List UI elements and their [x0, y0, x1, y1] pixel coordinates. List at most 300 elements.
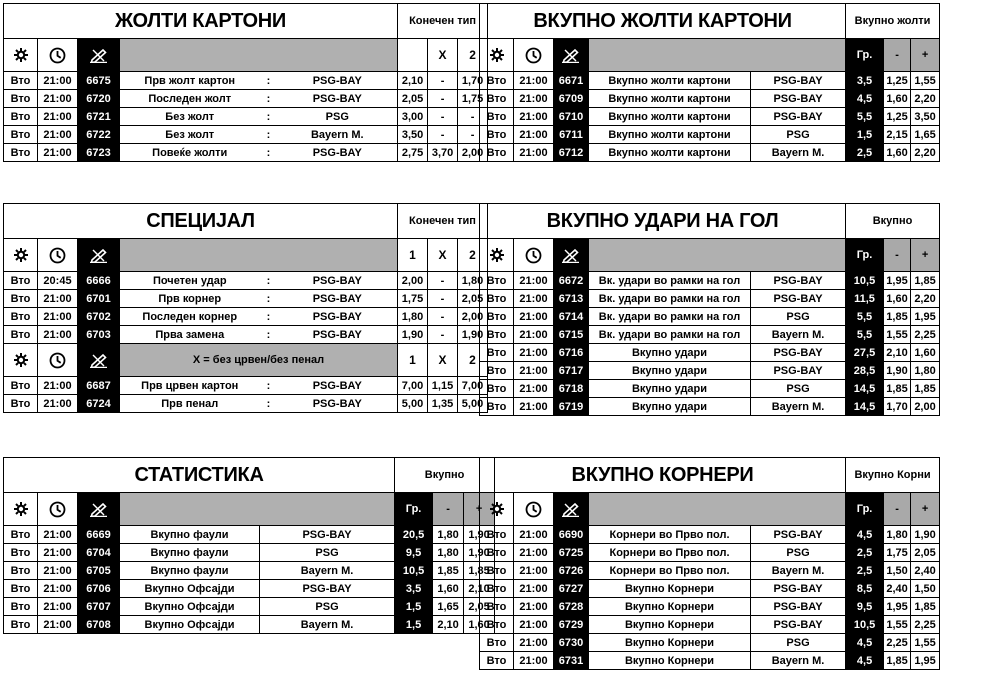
line-cell: 3,5: [395, 580, 433, 598]
odds-cell: 7,00: [398, 377, 428, 395]
time-cell: 21:00: [38, 144, 78, 162]
time-cell: 21:00: [38, 108, 78, 126]
column-header: X: [428, 39, 458, 72]
odds-cell: 2,10: [464, 580, 495, 598]
day-cell: Вто: [480, 344, 514, 362]
odds-cell: 1,85: [433, 562, 464, 580]
line-cell: 28,5: [846, 362, 884, 380]
separator: :: [260, 326, 278, 344]
table-row[interactable]: [4, 598, 495, 616]
odds-cell: 1,95: [911, 308, 940, 326]
description-cell: Вкупно удари: [589, 398, 751, 416]
section-header: Вкупно: [846, 204, 940, 239]
total-yellow-cards-table: [479, 3, 940, 162]
time-cell: 21:00: [38, 90, 78, 108]
day-cell: Вто: [4, 272, 38, 290]
description-cell: Вк. удари во рамки на гол: [589, 326, 751, 344]
code-cell: 6718: [554, 380, 589, 398]
description-cell: Прв пенал: [120, 395, 260, 413]
clock-icon: [38, 39, 78, 72]
odds-cell: 1,90: [458, 326, 488, 344]
odds-cell: 1,60: [911, 344, 940, 362]
day-cell: Вто: [480, 362, 514, 380]
team-cell: Bayern M.: [278, 126, 398, 144]
line-cell: 9,5: [846, 598, 884, 616]
line-cell: 2,5: [846, 144, 884, 162]
table-row[interactable]: [4, 90, 488, 108]
time-cell: 21:00: [38, 562, 78, 580]
clock-icon: [514, 239, 554, 272]
separator: :: [260, 395, 278, 413]
description-cell: Вкупно фаули: [120, 562, 260, 580]
odds-cell: 1,85: [884, 308, 911, 326]
table-row[interactable]: [480, 526, 940, 544]
odds-cell: 2,25: [911, 616, 940, 634]
time-cell: 21:00: [38, 580, 78, 598]
team-cell: PSG-BAY: [751, 362, 846, 380]
table-row[interactable]: [480, 126, 940, 144]
code-cell: 6726: [554, 562, 589, 580]
time-cell: 21:00: [514, 126, 554, 144]
day-cell: Вто: [480, 562, 514, 580]
odds-cell: 2,05: [464, 598, 495, 616]
table-row[interactable]: [4, 108, 488, 126]
column-header: Гр.: [395, 493, 433, 526]
time-cell: 21:00: [38, 526, 78, 544]
day-cell: Вто: [4, 108, 38, 126]
time-cell: 21:00: [514, 544, 554, 562]
line-cell: 1,5: [395, 616, 433, 634]
odds-cell: 1,95: [911, 652, 940, 670]
odds-cell: 7,00: [458, 377, 488, 395]
table-row[interactable]: [4, 544, 495, 562]
code-cell: 6671: [554, 72, 589, 90]
team-cell: PSG-BAY: [751, 616, 846, 634]
line-cell: 2,5: [846, 544, 884, 562]
description-cell: Вкупно Офсајди: [120, 616, 260, 634]
team-cell: Bayern M.: [751, 562, 846, 580]
day-cell: Вто: [480, 290, 514, 308]
code-cell: 6724: [78, 395, 120, 413]
column-header: 1: [398, 344, 428, 377]
table-row[interactable]: [4, 290, 488, 308]
odds-cell: 1,65: [911, 126, 940, 144]
section-title: ВКУПНО КОРНЕРИ: [480, 458, 846, 493]
description-cell: Вкупно удари: [589, 344, 751, 362]
table-row[interactable]: [480, 272, 940, 290]
description-cell: Вкупно удари: [589, 362, 751, 380]
time-cell: 21:00: [514, 380, 554, 398]
separator: :: [260, 290, 278, 308]
column-header: -: [884, 239, 911, 272]
gear-icon: [480, 39, 514, 72]
team-cell: PSG: [278, 108, 398, 126]
odds-cell: 1,95: [884, 598, 911, 616]
table-row[interactable]: [4, 526, 495, 544]
line-cell: 1,5: [395, 598, 433, 616]
description-cell: Без жолт: [120, 126, 260, 144]
day-cell: Вто: [4, 290, 38, 308]
time-cell: 21:00: [514, 290, 554, 308]
time-cell: 21:00: [514, 308, 554, 326]
title-row: [4, 458, 495, 493]
table-row[interactable]: [480, 108, 940, 126]
subheader-label: X = без црвен/без пенал: [120, 344, 398, 377]
team-cell: PSG-BAY: [751, 598, 846, 616]
time-cell: 21:00: [514, 398, 554, 416]
column-header: -: [433, 493, 464, 526]
code-cell: 6675: [78, 72, 120, 90]
line-cell: 5,5: [846, 326, 884, 344]
table-row[interactable]: [480, 90, 940, 108]
time-cell: 21:00: [514, 326, 554, 344]
description-cell: Прв жолт картон: [120, 72, 260, 90]
time-cell: 21:00: [514, 72, 554, 90]
code-cell: 6723: [78, 144, 120, 162]
pencil-icon: [78, 39, 120, 72]
odds-cell: 1,55: [884, 616, 911, 634]
code-cell: 6708: [78, 616, 120, 634]
time-cell: 21:00: [514, 598, 554, 616]
code-cell: 6701: [78, 290, 120, 308]
section-title: ВКУПНО ЖОЛТИ КАРТОНИ: [480, 4, 846, 39]
odds-cell: 3,50: [398, 126, 428, 144]
separator: :: [260, 272, 278, 290]
description-cell: Вкупно Офсајди: [120, 598, 260, 616]
team-cell: Bayern M.: [260, 562, 395, 580]
gear-icon: [4, 239, 38, 272]
code-cell: 6704: [78, 544, 120, 562]
table-row[interactable]: [4, 126, 488, 144]
odds-cell: -: [428, 290, 458, 308]
odds-cell: 2,00: [458, 144, 488, 162]
code-cell: 6707: [78, 598, 120, 616]
clock-icon: [514, 39, 554, 72]
icon-header-row: [4, 493, 495, 526]
odds-cell: 1,80: [433, 544, 464, 562]
team-cell: PSG-BAY: [278, 72, 398, 90]
table-row[interactable]: [480, 398, 940, 416]
code-cell: 6702: [78, 308, 120, 326]
odds-cell: 1,80: [433, 526, 464, 544]
team-cell: PSG: [751, 126, 846, 144]
line-cell: 14,5: [846, 398, 884, 416]
day-cell: Вто: [480, 580, 514, 598]
time-cell: 21:00: [38, 616, 78, 634]
odds-cell: 1,75: [398, 290, 428, 308]
odds-cell: 2,40: [884, 580, 911, 598]
day-cell: Вто: [480, 526, 514, 544]
header-bar: [589, 239, 846, 272]
day-cell: Вто: [480, 598, 514, 616]
odds-cell: -: [428, 90, 458, 108]
day-cell: Вто: [4, 326, 38, 344]
section-header: Вкупно: [395, 458, 495, 493]
table-row[interactable]: [4, 72, 488, 90]
team-cell: PSG-BAY: [751, 272, 846, 290]
odds-cell: 2,20: [911, 144, 940, 162]
code-cell: 6727: [554, 580, 589, 598]
header-bar: [589, 493, 846, 526]
time-cell: 21:00: [514, 362, 554, 380]
odds-cell: 1,50: [884, 562, 911, 580]
day-cell: Вто: [480, 72, 514, 90]
team-cell: PSG: [260, 544, 395, 562]
line-cell: 10,5: [846, 272, 884, 290]
odds-cell: 1,50: [911, 580, 940, 598]
separator: :: [260, 308, 278, 326]
odds-cell: 1,25: [884, 108, 911, 126]
day-cell: Вто: [480, 398, 514, 416]
odds-cell: 3,50: [911, 108, 940, 126]
team-cell: PSG-BAY: [278, 290, 398, 308]
day-cell: Вто: [480, 90, 514, 108]
day-cell: Вто: [480, 616, 514, 634]
description-cell: Вк. удари во рамки на гол: [589, 290, 751, 308]
code-cell: 6716: [554, 344, 589, 362]
line-cell: 8,5: [846, 580, 884, 598]
table-row[interactable]: [480, 634, 940, 652]
team-cell: PSG-BAY: [260, 526, 395, 544]
code-cell: 6666: [78, 272, 120, 290]
time-cell: 21:00: [514, 90, 554, 108]
column-header: 2: [458, 239, 488, 272]
description-cell: Почетен удар: [120, 272, 260, 290]
team-cell: Bayern M.: [260, 616, 395, 634]
team-cell: PSG: [751, 380, 846, 398]
table-row[interactable]: [4, 562, 495, 580]
line-cell: 9,5: [395, 544, 433, 562]
code-cell: 6703: [78, 326, 120, 344]
time-cell: 21:00: [38, 598, 78, 616]
line-cell: 10,5: [395, 562, 433, 580]
time-cell: 21:00: [38, 377, 78, 395]
odds-cell: 2,00: [911, 398, 940, 416]
description-cell: Прв корнер: [120, 290, 260, 308]
pencil-icon: [78, 239, 120, 272]
team-cell: PSG-BAY: [260, 580, 395, 598]
table-row[interactable]: [480, 290, 940, 308]
gear-icon: [4, 493, 38, 526]
table-row[interactable]: [480, 562, 940, 580]
code-cell: 6709: [554, 90, 589, 108]
day-cell: Вто: [4, 544, 38, 562]
pencil-icon: [554, 39, 589, 72]
odds-cell: 2,40: [911, 562, 940, 580]
table-row[interactable]: [480, 544, 940, 562]
team-cell: PSG-BAY: [751, 290, 846, 308]
section-title: ВКУПНО УДАРИ НА ГОЛ: [480, 204, 846, 239]
title-row: [480, 204, 940, 239]
description-cell: Вкупно жолти картони: [589, 90, 751, 108]
column-header: X: [428, 239, 458, 272]
separator: :: [260, 90, 278, 108]
odds-cell: 2,10: [884, 344, 911, 362]
table-row[interactable]: [4, 395, 488, 413]
odds-cell: 1,65: [433, 598, 464, 616]
description-cell: Вкупно жолти картони: [589, 108, 751, 126]
column-header: Гр.: [846, 39, 884, 72]
code-cell: 6720: [78, 90, 120, 108]
day-cell: Вто: [4, 395, 38, 413]
header-bar: [589, 39, 846, 72]
table-row[interactable]: [480, 326, 940, 344]
line-cell: 5,5: [846, 308, 884, 326]
gear-icon: [4, 344, 38, 377]
table-row[interactable]: [4, 377, 488, 395]
table-row[interactable]: [480, 344, 940, 362]
header-bar: [120, 239, 398, 272]
column-header: Гр.: [846, 493, 884, 526]
code-cell: 6722: [78, 126, 120, 144]
clock-icon: [38, 493, 78, 526]
line-cell: 10,5: [846, 616, 884, 634]
team-cell: Bayern M.: [751, 144, 846, 162]
line-cell: 11,5: [846, 290, 884, 308]
description-cell: Прв црвен картон: [120, 377, 260, 395]
line-cell: 4,5: [846, 652, 884, 670]
odds-cell: 1,70: [458, 72, 488, 90]
day-cell: Вто: [4, 308, 38, 326]
day-cell: Вто: [480, 144, 514, 162]
table-row[interactable]: [4, 144, 488, 162]
code-cell: 6711: [554, 126, 589, 144]
odds-cell: 2,05: [398, 90, 428, 108]
odds-cell: 1,80: [911, 362, 940, 380]
pencil-icon: [78, 493, 120, 526]
time-cell: 21:00: [514, 616, 554, 634]
table-row[interactable]: [4, 616, 495, 634]
team-cell: PSG-BAY: [278, 326, 398, 344]
column-header: Гр.: [846, 239, 884, 272]
odds-cell: 1,15: [428, 377, 458, 395]
team-cell: PSG-BAY: [751, 72, 846, 90]
odds-cell: -: [428, 326, 458, 344]
odds-cell: 2,00: [398, 272, 428, 290]
odds-cell: 1,85: [911, 380, 940, 398]
description-cell: Вкупно жолти картони: [589, 72, 751, 90]
description-cell: Вкупно жолти картони: [589, 126, 751, 144]
description-cell: Последен жолт: [120, 90, 260, 108]
code-cell: 6731: [554, 652, 589, 670]
team-cell: PSG: [751, 308, 846, 326]
column-header: +: [911, 239, 940, 272]
icon-header-row: [480, 239, 940, 272]
odds-cell: 2,20: [911, 290, 940, 308]
separator: :: [260, 108, 278, 126]
team-cell: Bayern M.: [751, 398, 846, 416]
day-cell: Вто: [4, 377, 38, 395]
table-row[interactable]: [480, 72, 940, 90]
column-header: [398, 39, 428, 72]
code-cell: 6730: [554, 634, 589, 652]
time-cell: 21:00: [514, 652, 554, 670]
code-cell: 6710: [554, 108, 589, 126]
odds-cell: 1,85: [911, 272, 940, 290]
table-row[interactable]: [480, 362, 940, 380]
odds-cell: 2,15: [884, 126, 911, 144]
team-cell: PSG-BAY: [278, 308, 398, 326]
odds-cell: 3,70: [428, 144, 458, 162]
day-cell: Вто: [4, 598, 38, 616]
table-row[interactable]: [480, 598, 940, 616]
section-header: Вкупно Корни: [846, 458, 940, 493]
table-row[interactable]: [4, 272, 488, 290]
team-cell: Bayern M.: [751, 326, 846, 344]
code-cell: 6712: [554, 144, 589, 162]
table-row[interactable]: [4, 308, 488, 326]
time-cell: 21:00: [514, 108, 554, 126]
column-header: +: [464, 493, 495, 526]
line-cell: 1,5: [846, 126, 884, 144]
odds-cell: 1,90: [884, 362, 911, 380]
description-cell: Повеќе жолти: [120, 144, 260, 162]
team-cell: Bayern M.: [751, 652, 846, 670]
day-cell: Вто: [4, 526, 38, 544]
time-cell: 21:00: [514, 272, 554, 290]
title-row: [480, 458, 940, 493]
code-cell: 6715: [554, 326, 589, 344]
table-row[interactable]: [480, 652, 940, 670]
odds-cell: -: [428, 272, 458, 290]
icon-header-row: [4, 344, 488, 377]
table-row[interactable]: [480, 616, 940, 634]
table-row[interactable]: [480, 580, 940, 598]
odds-cell: 1,35: [428, 395, 458, 413]
pencil-icon: [554, 493, 589, 526]
description-cell: Вкупно Корнери: [589, 598, 751, 616]
table-row[interactable]: [480, 308, 940, 326]
code-cell: 6669: [78, 526, 120, 544]
column-header: 2: [458, 344, 488, 377]
day-cell: Вто: [480, 380, 514, 398]
column-header: +: [911, 39, 940, 72]
code-cell: 6705: [78, 562, 120, 580]
gear-icon: [480, 493, 514, 526]
odds-cell: 1,75: [884, 544, 911, 562]
code-cell: 6717: [554, 362, 589, 380]
table-row[interactable]: [480, 380, 940, 398]
odds-cell: 5,00: [458, 395, 488, 413]
code-cell: 6672: [554, 272, 589, 290]
odds-cell: 2,10: [398, 72, 428, 90]
odds-cell: 2,05: [458, 290, 488, 308]
odds-cell: -: [428, 108, 458, 126]
odds-cell: 1,80: [458, 272, 488, 290]
clock-icon: [38, 344, 78, 377]
odds-cell: -: [458, 108, 488, 126]
section-header: Вкупно жолти: [846, 4, 940, 39]
description-cell: Без жолт: [120, 108, 260, 126]
table-row[interactable]: [480, 144, 940, 162]
time-cell: 21:00: [38, 290, 78, 308]
team-cell: PSG-BAY: [751, 108, 846, 126]
icon-header-row: [4, 39, 488, 72]
line-cell: 3,5: [846, 72, 884, 90]
odds-cell: 1,90: [464, 544, 495, 562]
time-cell: 21:00: [514, 344, 554, 362]
time-cell: 21:00: [38, 126, 78, 144]
icon-header-row: [480, 493, 940, 526]
clock-icon: [38, 239, 78, 272]
day-cell: Вто: [480, 634, 514, 652]
table-row[interactable]: [4, 580, 495, 598]
odds-cell: 2,75: [398, 144, 428, 162]
description-cell: Вкупно фаули: [120, 544, 260, 562]
separator: :: [260, 377, 278, 395]
icon-header-row: [480, 39, 940, 72]
table-row[interactable]: [4, 326, 488, 344]
